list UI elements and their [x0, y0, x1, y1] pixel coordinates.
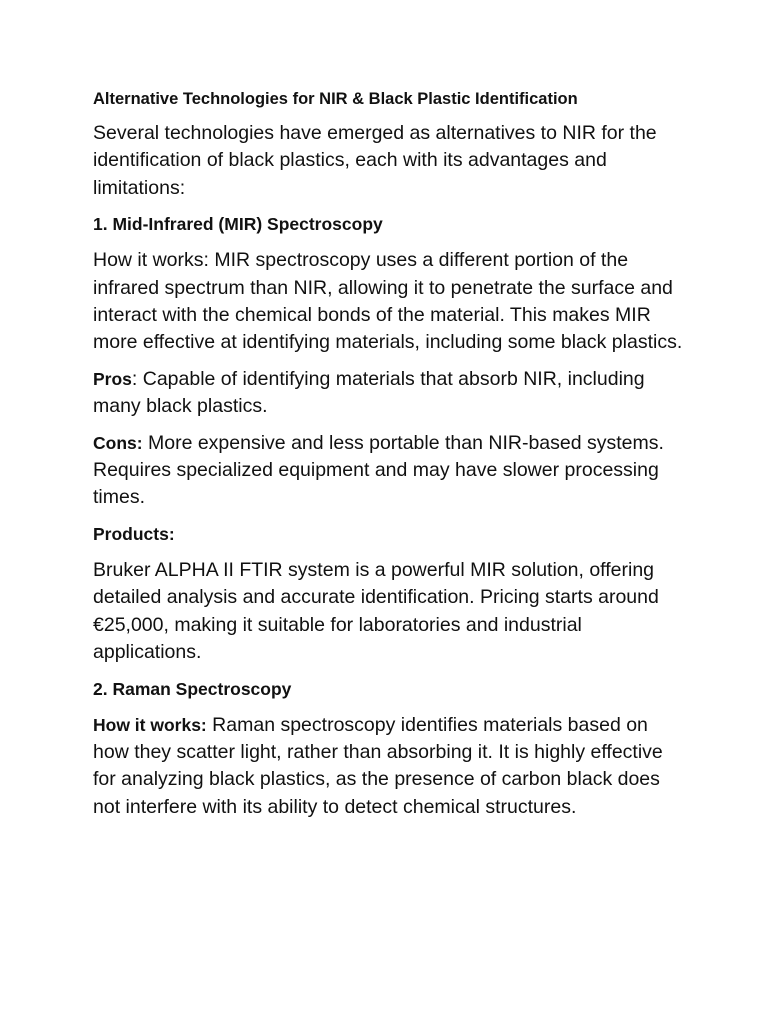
- document-title: Alternative Technologies for NIR & Black Plastic Identification: [93, 90, 578, 108]
- document-page: [93, 86, 683, 830]
- mir-how-it-works-paragraph: How it works: MIR spectroscopy uses a different portion of the infrared spectrum than NIR, allowing it to penetrate the surface and interact with the chemical bonds of the material. This makes MIR more effective at identifying materials, including some black plastics.: [93, 249, 683, 354]
- how-it-works-label: How it works:: [93, 714, 207, 735]
- pros-text: : Capable of identifying materials that absorb NIR, including many black plastics.: [93, 367, 645, 418]
- intro-paragraph: Several technologies have emerged as alternatives to NIR for the identification of black plastics, each with its advantages and limitations:: [93, 122, 657, 199]
- how-it-works-text: Raman spectroscopy identifies materials based on how they scatter light, rather than absorbing it. It is highly effective for analyzing black plastics, as the presence of carbon black does not interfere with its ability to detect chemical structures.: [93, 713, 663, 818]
- mir-pros-paragraph: [93, 366, 683, 421]
- pros-label: Pros: [93, 368, 132, 389]
- cons-text: More expensive and less portable than NIR-based systems. Requires specialized equipment and may have slower processing times.: [93, 431, 664, 509]
- products-label: Products:: [93, 523, 175, 544]
- mir-products-paragraph: Bruker ALPHA II FTIR system is a powerful MIR solution, offering detailed analysis and accurate identification. Pricing starts around €25,000, making it suitable for laboratories and industrial applications.: [93, 558, 659, 664]
- mir-cons-paragraph: [93, 430, 683, 512]
- cons-label: Cons:: [93, 432, 143, 453]
- section-heading-raman: 2. Raman Spectroscopy: [93, 678, 292, 699]
- section-heading-mir: 1. Mid-Infrared (MIR) Spectroscopy: [93, 214, 383, 235]
- raman-how-it-works-paragraph: [93, 712, 683, 822]
